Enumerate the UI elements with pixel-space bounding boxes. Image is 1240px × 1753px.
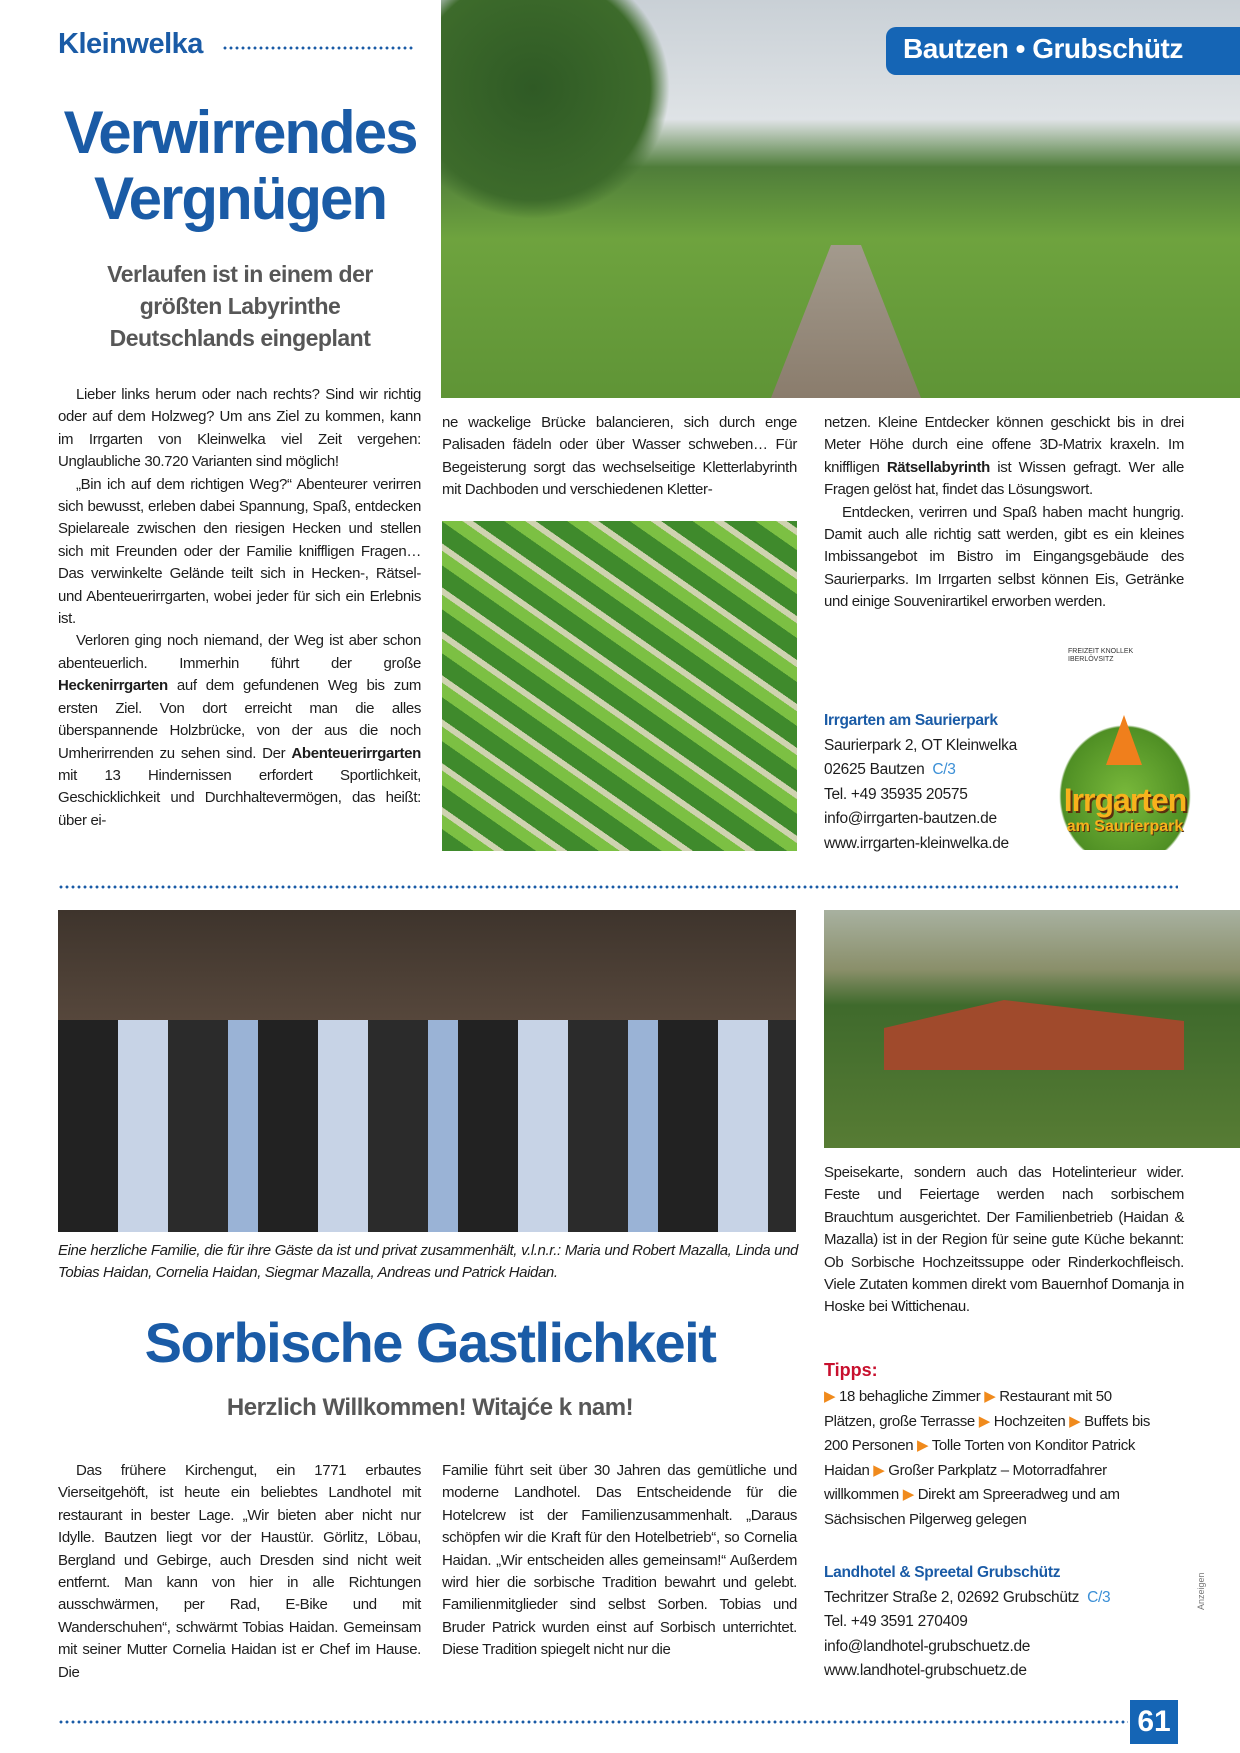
tips-list: [824, 1385, 1164, 1532]
title-line-2: Vergnügen: [93, 165, 387, 232]
contact-phone[interactable]: Tel. +49 3591 270409: [824, 1613, 968, 1630]
bridge: [771, 245, 921, 398]
region-badge: Bautzen • Grubschütz: [886, 27, 1240, 75]
logo-text: Irrgarten: [1063, 782, 1187, 818]
triangle-bullet-icon: ▶: [917, 1437, 929, 1454]
logo-tower: [1106, 715, 1142, 765]
contact-phone[interactable]: Tel. +49 35935 20575: [824, 785, 968, 803]
article2-column-3: [824, 1162, 1184, 1319]
map-reference: C/3: [1087, 1588, 1111, 1606]
section-dots: [222, 46, 414, 50]
paragraph: Familie führt seit über 30 Jahren das gemütliche und moderne Landhotel. Das Entscheidende für die Hotelcrew ist der Familienzusammenhalt. „Daraus schöpfen wir die Kraft für den Hotelbetrieb“, so Cornelia Haidan. „Wir entscheiden alles gemeinsam!“ Außerdem wird hier die sorbische Tradition bewahrt und gelebt. Familienmitglieder sind selbst Sorben. Tobias und Bruder Patrick wurden einst auf Sorbisch unterrichtet. Diese Tradition spiegelt nicht nur die: [442, 1462, 797, 1659]
tip-item: ▶ Buffets bis 200 Personen: [824, 1412, 1151, 1454]
paragraph: netzen. Kleine Entdecker können geschickt bis in drei Meter Höhe durch eine offene 3D-Matrix kraxeln. Im kniffligen Rätsellabyrinth ist Wissen gefragt. Wer alle Fragen gelöst hat, findet das Lösungswort.: [824, 414, 1185, 499]
paragraph: „Bin ich auf dem richtigen Weg?“ Abenteurer verirren sich bewusst, erleben dabei Spannung, Spaß, entdecken Spielareale zwischen den riesigen Hecken und stellen sich mit Freunden oder der Familie kniffligen Fragen… Das verwinkelte Gelände teilt sich in Hecken-, Rätsel- und Abenteuerirrgarten, wobei jeder für sich ein Erlebnis ist.: [58, 475, 421, 628]
tip-item: ▶ Hochzeiten: [978, 1412, 1066, 1430]
paragraph: Lieber links herum oder nach rechts? Sind wir richtig oder auf dem Holzweg? Um ans Ziel zu kommen, kann im Irrgarten von Kleinwelka viel Zeit vergehen: Unglaubliche 30.720 Varianten sind möglich!: [58, 386, 421, 471]
tip-item: ▶ 18 behagliche Zimmer: [824, 1388, 981, 1405]
footer-dots: [58, 1720, 1128, 1724]
irrgarten-logo: [1050, 715, 1200, 850]
article1-title: [40, 100, 440, 232]
article1-column-1: [58, 384, 421, 832]
irrgarten-contact: [824, 709, 1054, 856]
tips-label: Tipps:: [824, 1360, 878, 1380]
people: [58, 1020, 796, 1232]
triangle-bullet-icon: ▶: [984, 1388, 996, 1405]
triangle-bullet-icon: ▶: [824, 1388, 836, 1405]
photo-hotel-aerial: [824, 910, 1240, 1148]
article1-column-3: [824, 412, 1184, 614]
section-label: Kleinwelka: [58, 28, 203, 60]
contact-name: Irrgarten am Saurierpark: [824, 712, 998, 729]
triangle-bullet-icon: ▶: [978, 1412, 990, 1430]
page-number: 61: [1130, 1700, 1178, 1744]
tip-item: ▶ Direkt am Spreeradweg und am Sächsischen Pilgerweg gelegen: [824, 1486, 1120, 1528]
paragraph: Entdecken, verirren und Spaß haben macht hungrig. Damit auch alle richtig satt werden, gibt es ein kleines Imbissangebot im Bistro im Eingangsgebäude des Saurierparks. Im Irrgarten selbst können Eis, Getränke und einige Souvenirartikel erworben werden.: [824, 503, 1184, 611]
paragraph: ne wackelige Brücke balancieren, sich durch enge Palisaden fädeln oder über Wasser schweben… Für Begeisterung sorgt das wechselseitige Kletterlabyrinth mit Dachboden und verschiedenen Kletter-: [442, 414, 797, 499]
article2-column-2: [442, 1460, 797, 1662]
advertisement-note: Anzeigen: [1196, 1572, 1206, 1610]
article1-column-2: [442, 412, 797, 502]
triangle-bullet-icon: ▶: [1069, 1412, 1081, 1430]
triangle-bullet-icon: ▶: [873, 1461, 885, 1479]
freizeit-badge-logo: FREIZEIT KNOLLEK IBERLÖVSITZ: [1068, 648, 1134, 663]
trees: [441, 0, 671, 220]
title-line-1: Verwirrendes: [63, 99, 417, 166]
photo-family: [58, 910, 796, 1232]
contact-street: Saurierpark 2, OT Kleinwelka: [824, 736, 1017, 754]
contact-email[interactable]: info@irrgarten-bautzen.de: [824, 810, 997, 827]
contact-street-line: Techritzer Straße 2, 02692 Grubschütz C/3: [824, 1588, 1111, 1606]
contact-city-line: 02625 Bautzen C/3: [824, 761, 956, 778]
photo-maze-hedges: [442, 521, 797, 851]
contact-name: Landhotel & Spreetal Grubschütz: [824, 1564, 1061, 1581]
hotel-roof: [884, 1000, 1184, 1070]
article2-title: Sorbische Gastlichkeit: [144, 1311, 716, 1374]
paragraph: Das frühere Kirchengut, ein 1771 erbautes Vierseitgehöft, ist heute ein beliebtes Landhotel mit restaurant in bester Lage. „Wir bieten aber nicht nur Idylle. Bautzen liegt vor der Haustür. Görlitz, Löbau, Bergland und Gebirge, auch Dresden sind nicht weit entfernt. Man kann von hier in alle Richtungen ausschwärmen, per Rad, E-Bike und mit Wanderschuhen“, schwärmt Tobias Haidan. Gemeinsam mit seiner Mutter Cornelia Haidan ist er Chef im Hause. Die: [58, 1462, 421, 1681]
article2-column-1: [58, 1460, 421, 1684]
article2-subtitle: Herzlich Willkommen! Witajće k nam!: [226, 1394, 634, 1421]
logo-subtext: am Saurierpark: [1066, 818, 1184, 835]
tip-item: ▶ Tolle Torten von Konditor Patrick Haidan: [824, 1437, 1136, 1479]
contact-email[interactable]: info@landhotel-grubschuetz.de: [824, 1637, 1031, 1655]
paragraph: Speisekarte, sondern auch das Hotelinterieur wider. Feste und Feiertage werden nach sorbischem Brauchtum ausgerichtet. Der Familienbetrieb (Haidan & Mazalla) ist in der Region für seine gute Küche bekannt: Ob Sorbische Hochzeitssuppe oder Rinderkochfleisch. Viele Zutaten kommen direkt vom Bauernhof Domanja in Hoske bei Wittichenau.: [824, 1164, 1184, 1316]
tip-item: ▶ Großer Parkplatz – Motorradfahrer willkommen: [824, 1461, 1107, 1503]
photo-caption: Eine herzliche Familie, die für ihre Gäste da ist und privat zusammenhält, v.l.n.r.: Maria und Robert Mazalla, Linda und Tobias Haidan, Cornelia Haidan, Siegmar Mazalla, Andreas und Patrick Haidan.: [58, 1242, 798, 1281]
contact-web[interactable]: www.irrgarten-kleinwelka.de: [824, 834, 1009, 852]
triangle-bullet-icon: ▶: [902, 1486, 914, 1503]
article1-subtitle: Verlaufen ist in einem der größten Labyrinthe Deutschlands eingeplant: [107, 261, 373, 351]
section-divider: [58, 885, 1178, 889]
paragraph: Verloren ging noch niemand, der Weg ist aber schon abenteuerlich. Immerhin führt der große Heckenirrgarten auf dem gefundenen Weg bis zum ersten Ziel. Von dort erreicht man die alles überspannende Holzbrücke, von der aus die noch Umherirrenden zu sehen sind. Der Abenteuerirrgarten mit 13 Hindernissen erfordert Sportlichkeit, Geschicklichkeit und Durchhaltevermögen, das heißt: über ei-: [58, 632, 421, 829]
contact-web[interactable]: www.landhotel-grubschuetz.de: [824, 1662, 1027, 1679]
hotel-contact: [824, 1561, 1144, 1684]
tip-item: ▶ Restaurant mit 50 Plätzen, große Terrasse: [824, 1388, 1112, 1430]
map-reference: C/3: [932, 761, 956, 778]
